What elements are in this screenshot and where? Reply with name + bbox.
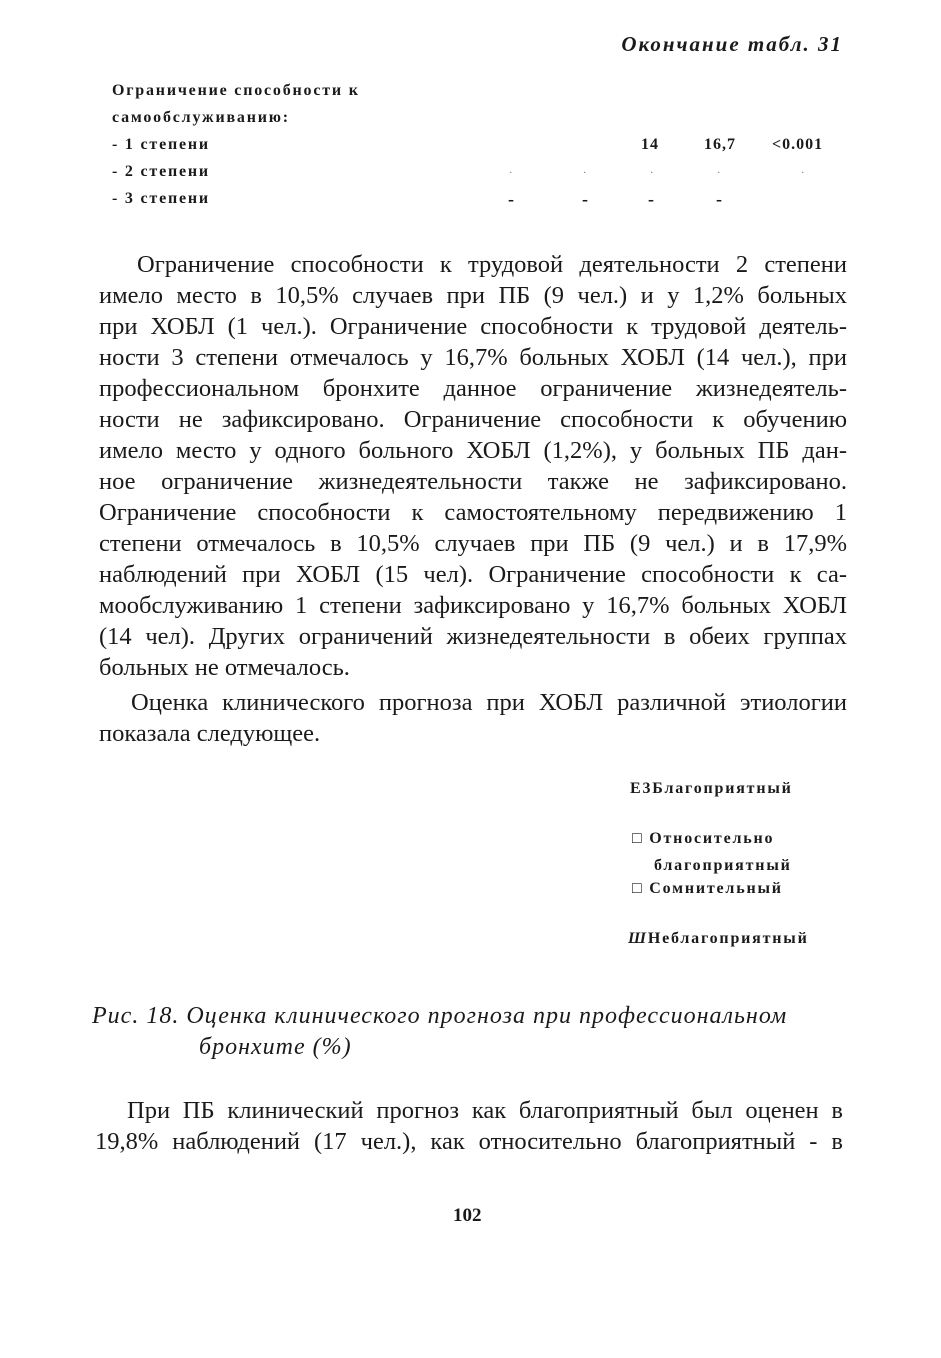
- table-cell-p-value: <0.001: [772, 136, 824, 153]
- page-number: 102: [453, 1205, 482, 1226]
- legend-label: Сомнительный: [649, 880, 783, 897]
- legend-item-relatively-favorable: [632, 830, 774, 848]
- legend-marker-icon: Ш: [628, 930, 648, 947]
- text-line: При ПБ клинический прогноз как благоприятный был оценен в: [127, 1097, 843, 1124]
- table-cell-percent: 16,7: [704, 136, 736, 153]
- text-line: ности 3 степени отмечалось у 16,7% больных ХОБЛ (14 чел.), при: [99, 344, 847, 371]
- text-line: профессиональном бронхите данное ограничение жизнедеятель-: [99, 375, 847, 402]
- legend-label: Благоприятный: [652, 780, 793, 797]
- legend-marker-icon: □: [632, 880, 644, 897]
- legend-item-unfavorable: [628, 930, 809, 948]
- table-row-label: - 3 степени: [112, 190, 210, 207]
- table-row-label: - 1 степени: [112, 136, 210, 153]
- table-cell: -: [648, 189, 654, 209]
- table-cell: ·: [650, 168, 654, 179]
- table-cell: ·: [717, 168, 721, 179]
- table-continuation-header: Окончание табл. 31: [621, 32, 843, 56]
- text-line: при ХОБЛ (1 чел.). Ограничение способности к трудовой деятель-: [99, 313, 847, 340]
- text-line: Ограничение способности к трудовой деятельности 2 степени: [137, 251, 847, 278]
- text-line: мообслуживанию 1 степени зафиксировано у 16,7% больных ХОБЛ: [99, 592, 847, 619]
- text-line: больных не отмечалось.: [99, 654, 350, 681]
- figure-caption-line2: бронхите (%): [199, 1034, 352, 1060]
- text-line: имело место у одного больного ХОБЛ (1,2%), у больных ПБ дан-: [99, 437, 847, 464]
- table-group-label-1: Ограничение способности к: [112, 82, 360, 99]
- text-line: наблюдений при ХОБЛ (15 чел). Ограничение способности к са-: [99, 561, 847, 588]
- text-line: (14 чел). Других ограничений жизнедеятельности в обеих группах: [99, 623, 847, 650]
- text-line: показала следующее.: [99, 720, 321, 747]
- legend-label: Относительно: [649, 830, 775, 847]
- legend-item-favorable: [630, 780, 793, 798]
- text-line: 19,8% наблюдений (17 чел.), как относительно благоприятный - в: [95, 1128, 843, 1155]
- legend-label: Неблагоприятный: [647, 930, 809, 947]
- text-line: ное ограничение жизнедеятельности также не зафиксировано.: [99, 468, 847, 495]
- table-cell-count: 14: [641, 136, 659, 153]
- table-cell: -: [508, 189, 514, 209]
- table-row-label: - 2 степени: [112, 163, 210, 180]
- body-paragraph: [95, 1095, 843, 1157]
- table-group-label-2: самообслуживанию:: [112, 109, 290, 126]
- body-paragraph: [99, 249, 847, 683]
- legend-marker-icon: Е3: [630, 780, 653, 797]
- body-paragraph: [99, 687, 847, 749]
- legend-label-continued: благоприятный: [654, 857, 792, 874]
- table-cell: ·: [583, 168, 587, 179]
- legend-item-doubtful: [632, 880, 783, 898]
- text-line: Оценка клинического прогноза при ХОБЛ различной этиологии: [131, 689, 847, 716]
- table-cell: -: [716, 189, 722, 209]
- text-line: имело место в 10,5% случаев при ПБ (9 чел.) и у 1,2% больных: [99, 282, 847, 309]
- table-cell: ·: [509, 168, 513, 179]
- text-line: Ограничение способности к самостоятельному передвижению 1: [99, 499, 847, 526]
- table-cell: -: [582, 189, 588, 209]
- table-cell: ·: [801, 168, 805, 179]
- legend-marker-icon: □: [632, 830, 644, 847]
- figure-caption-line1: Рис. 18. Оценка клинического прогноза при профессиональном: [92, 1003, 788, 1029]
- text-line: ности не зафиксировано. Ограничение способности к обучению: [99, 406, 847, 433]
- text-line: степени отмечалось в 10,5% случаев при ПБ (9 чел.) и в 17,9%: [99, 530, 847, 557]
